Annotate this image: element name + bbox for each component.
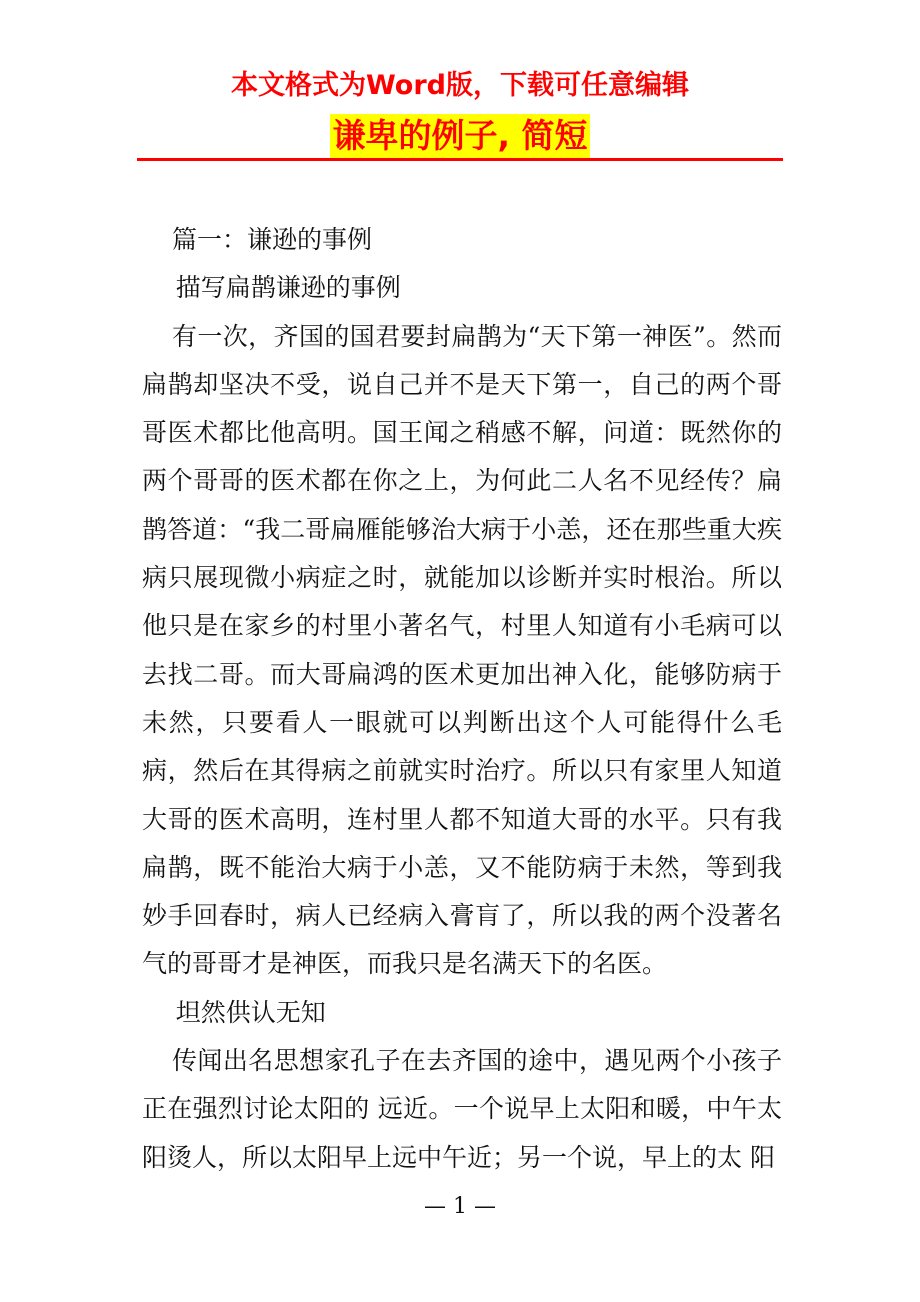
document-title: 谦卑的例子, 简短: [330, 114, 589, 158]
paragraph: 传闻出名思想家孔子在去齐国的途中，遇见两个小孩子正在强烈讨论太阳的 远近。一个说早上太阳和暖，中午太阳烫人，所以太阳早上远中午近；另一个说，早上的太 阳: [142, 1046, 782, 1172]
title-block: [0, 114, 920, 158]
document-body: [142, 216, 782, 1182]
title-divider: [137, 158, 783, 161]
page-number: — 1 —: [424, 1194, 496, 1219]
subheading: 描写扁鹊谦逊的事例: [175, 273, 401, 303]
subheading: 坦然供认无知: [175, 997, 326, 1027]
download-notice: 本文格式为Word版，下载可任意编辑: [230, 70, 689, 101]
paragraph: 有一次，齐国的国君要封扁鹊为“天下第一神医”。然而扁鹊却坚决不受，说自己并不是天下第一，自己的两个哥哥医术都比他高明。国王闻之稍感不解，问道：既然你的两个哥哥的医术都在你之上，为何此二人名不见经传？扁鹊答道：“我二哥扁雁能够治大病于小恙，还在那些重大疾病只展现微小病症之时，就能加以诊断并实时根治。所以他只是在家乡的村里小著名气，村里人知道有小毛病可以去找二哥。而大哥扁鸿的医术更加出神入化，能够防病于未然，只要看人一眼就可以判断出这个人可能得什么毛病，然后在其得病之前就实时治疗。所以只有家里人知道大哥的医术高明，连村里人都不知道大哥的水平。只有我扁鹊，既不能治大病于小恙，又不能防病于未然，等到我妙手回春时，病人已经病入膏肓了，所以我的两个没著名气的哥哥才是神医，而我只是名满天下的名医。: [142, 321, 782, 979]
section-heading: 篇一：谦逊的事例: [172, 225, 373, 254]
